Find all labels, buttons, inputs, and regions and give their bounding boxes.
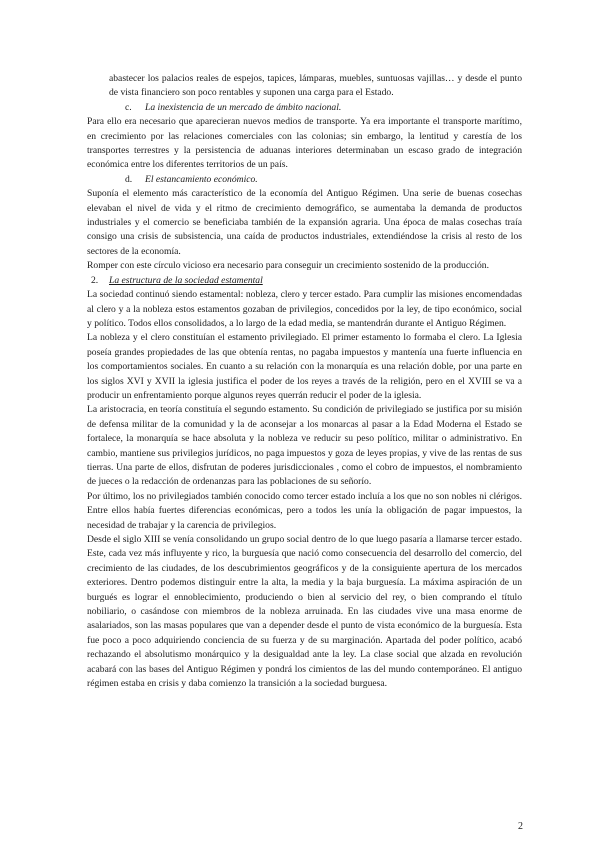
- subheading-d-title: El estancamiento económico.: [145, 173, 258, 185]
- paragraph-sociedad-estamental: La sociedad continuó siendo estamental: nobleza, clero y tercer estado. Para cumplir las misiones encomendadas al clero y a la nobleza estos estamentos gozaban de privilegios, concedidos por la ley, de tipo económico, social y político. Todos ellos consolidados, a lo largo de la edad media, se mantendrán durante el Antiguo Régimen.: [87, 289, 522, 329]
- page-number: 2: [518, 821, 523, 832]
- paragraph-circulo-vicioso: Romper con este círculo vicioso era necesario para conseguir un crecimiento sostenido de la producción.: [87, 260, 489, 272]
- paragraph-clero: La nobleza y el clero constituían el estamento privilegiado. El primer estamento lo formaba el clero. La Iglesia poseía grandes propiedades de las que obtenía rentas, no pagaba impuestos y mantenía una fuerte influencia en los comportamientos sociales. En cuanto a su relación con la monarquía es una relación doble, por una parte en los siglos XVI y XVII la iglesia justifica el poder de los reyes a través de la religión, pero en el XVIII se va a producir un enfrentamiento porque algunos reyes querrán reducir el poder de la iglesia.: [87, 332, 522, 401]
- subheading-d: [125, 173, 522, 187]
- section-heading-2: [87, 274, 522, 288]
- section-heading-title: La estructura de la sociedad estamental: [109, 274, 263, 286]
- subheading-c-title: La inexistencia de un mercado de ámbito nacional.: [145, 101, 342, 113]
- paragraph-aristocracia: La aristocracia, en teoría constituía el segundo estamento. Su condición de privilegiado se justifica por su misión de defensa militar de la comunidad y la de aconsejar a los monarcas al pasar a la Edad Moderna el Estado se fortalece, la monarquía se hace absoluta y la nobleza ve reducir su peso político, militar o administrativo. En cambio, mantiene sus privilegios jurídicos, no paga impuestos y goza de leyes propias, y vive de las rentas de sus tierras. Una parte de ellos, disfrutan de poderes jurisdiccionales , como el cobro de impuestos, el nombramiento de jueces o la redacción de ordenanzas para las poblaciones de su señorío.: [87, 404, 522, 488]
- section-heading-number: 2.: [91, 274, 99, 286]
- page-body: [87, 72, 522, 691]
- paragraph-transporte: Para ello era necesario que aparecieran nuevos medios de transporte. Ya era importante el transporte marítimo, en crecimiento por las relaciones comerciales con las colonias; sin embargo, la lentitud y carestía de los transportes terrestres y la persistencia de aduanas interiores determinaban un escaso grado de integración económica entre los diferentes territorios de un país.: [87, 116, 522, 171]
- paragraph-continuation: abastecer los palacios reales de espejos, tapices, lámparas, muebles, suntuosas vajillas… y desde el punto de vista financiero son poco rentables y suponen una carga para el Estado.: [109, 73, 522, 99]
- subheading-c-letter: c.: [125, 101, 132, 113]
- subheading-c: [125, 101, 522, 115]
- paragraph-estancamiento: Suponía el elemento más característico de la economía del Antiguo Régimen. Una serie de buenas cosechas elevaban el nivel de vida y el ritmo de crecimiento demográfico, se aumentaba la demanda de productos industriales y el comercio se beneficiaba también de la expansión agraria. Una época de malas cosechas traía consigo una crisis de subsistencia, una caída de productos industriales, extendiéndose la crisis al resto de los sectores de la economía.: [87, 188, 522, 257]
- subheading-d-letter: d.: [125, 173, 133, 185]
- paragraph-burguesia: Desde el siglo XIII se venía consolidando un grupo social dentro de lo que luego pasaría a llamarse tercer estado. Este, cada vez más influyente y rico, la burguesía que nació como consecuencia del desarrollo del comercio, del crecimiento de las ciudades, de los descubrimientos geográficos y de la consiguiente apertura de los mercados exteriores. Dentro podemos distinguir entre la alta, la media y la baja burguesía. La máxima aspiración de un burgués es lograr el ennoblecimiento, produciendo o bien al servicio del rey, o bien comprando el título nobiliario, o casándose con miembros de la nobleza arruinada. En las ciudades vive una masa enorme de asalariados, son las masas populares que van a depender desde el punto de vista económico de la burguesía. Esta fue poco a poco adquiriendo conciencia de su fuerza y de su marginación. Apartada del poder político, acabó rechazando el absolutismo monárquico y la desigualdad ante la ley. La clase social que alzada en revolución acabará con las bases del Antiguo Régimen y pondrá los cimientos de las del mundo contemporáneo. El antiguo régimen estaba en crisis y daba comienzo la transición a la sociedad burguesa.: [87, 534, 522, 690]
- paragraph-tercer-estado: Por último, los no privilegiados también conocido como tercer estado incluía a los que no son nobles ni clérigos. Entre ellos había fuertes diferencias económicas, pero a todos les unía la obligación de pagar impuestos, la necesidad de trabajar y la carencia de privilegios.: [87, 490, 522, 531]
